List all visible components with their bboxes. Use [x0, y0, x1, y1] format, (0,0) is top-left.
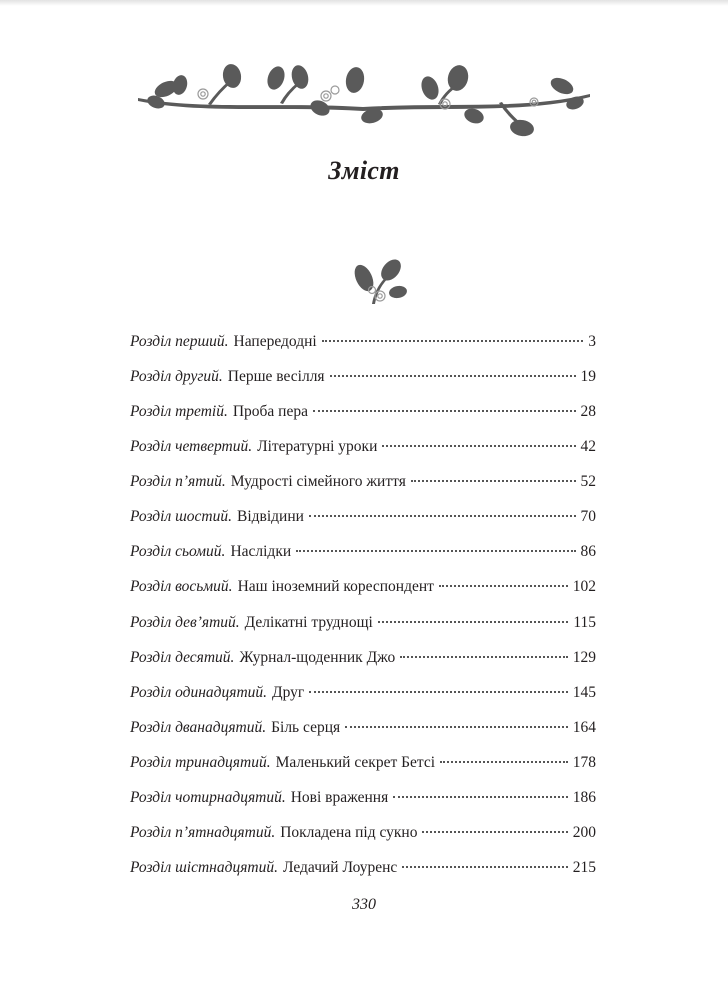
- toc-page-number: 186: [572, 788, 596, 806]
- toc-chapter-number: Розділ сьомий.: [130, 543, 226, 561]
- toc-entry: [130, 368, 596, 403]
- toc-dot-leader: [378, 621, 568, 623]
- toc-chapter-title: Наслідки: [230, 543, 292, 561]
- toc-chapter-title: Наш іноземний кореспондент: [237, 578, 434, 596]
- toc-chapter-number: Розділ шістнадцятий.: [130, 858, 278, 876]
- toc-chapter-title: Друг: [272, 683, 305, 701]
- toc-chapter-title: Проба пера: [232, 403, 308, 421]
- toc-page-number: 178: [572, 753, 596, 771]
- toc-chapter-number: Розділ одинадцятий.: [130, 683, 268, 701]
- toc-page-number: 164: [572, 718, 596, 736]
- toc-page-number: 86: [580, 543, 596, 561]
- toc-entry: [130, 508, 596, 543]
- toc-dot-leader: [400, 656, 568, 658]
- toc-dot-leader: [402, 866, 567, 868]
- toc-dot-leader: [309, 691, 567, 693]
- toc-dot-leader: [345, 726, 568, 728]
- toc-chapter-number: Розділ дев’ятий.: [130, 613, 240, 631]
- toc-dot-leader: [322, 340, 584, 342]
- toc-dot-leader: [330, 375, 576, 377]
- toc-chapter-number: Розділ четвертий.: [130, 438, 253, 456]
- toc-entry: [130, 719, 596, 754]
- toc-dot-leader: [422, 831, 567, 833]
- toc-chapter-title: Нові враження: [290, 788, 389, 806]
- toc-entry: [130, 859, 596, 894]
- toc-dot-leader: [382, 445, 575, 447]
- toc-chapter-number: Розділ тринадцятий.: [130, 753, 271, 771]
- toc-chapter-title: Журнал-щоденник Джо: [239, 648, 396, 666]
- toc-dot-leader: [440, 761, 568, 763]
- leaf-sprig-icon: [344, 258, 408, 308]
- toc-page-number: 200: [572, 823, 596, 841]
- toc-page-number: 102: [572, 578, 596, 596]
- toc-chapter-number: Розділ перший.: [130, 333, 229, 350]
- toc-entry: [130, 543, 596, 578]
- toc-chapter-title: Покладена під сукно: [280, 823, 418, 841]
- toc-dot-leader: [411, 480, 576, 482]
- toc-page-number: 3: [588, 333, 596, 350]
- toc-chapter-title: Біль серця: [271, 718, 341, 736]
- toc-entry: [130, 684, 596, 719]
- toc-entry: [130, 754, 596, 789]
- toc-entry: [130, 614, 596, 649]
- toc-page-number: 42: [580, 438, 596, 456]
- toc-chapter-number: Розділ восьмий.: [130, 578, 233, 596]
- toc-page-number: 115: [573, 613, 596, 631]
- toc-dot-leader: [439, 585, 568, 587]
- toc-dot-leader: [296, 550, 575, 552]
- toc-page-number: 28: [580, 403, 596, 421]
- toc-chapter-number: Розділ чотирнадцятий.: [130, 788, 286, 806]
- toc-chapter-title: Делікатні труднощі: [244, 613, 373, 631]
- page-number: 330: [352, 896, 376, 913]
- toc-page-number: 215: [572, 858, 596, 876]
- toc-chapter-title: Ледачий Лоуренс: [282, 858, 398, 876]
- toc-chapter-number: Розділ шостий.: [130, 508, 232, 526]
- toc-entry: [130, 403, 596, 438]
- vine-branch-icon: [130, 58, 598, 138]
- table-of-contents: [130, 333, 596, 894]
- toc-chapter-number: Розділ п’ятнадцятий.: [130, 823, 276, 841]
- toc-page-number: 129: [572, 648, 596, 666]
- toc-dot-leader: [309, 515, 576, 517]
- toc-entry: [130, 789, 596, 824]
- toc-chapter-number: Розділ дванадцятий.: [130, 718, 267, 736]
- toc-page-number: 145: [572, 683, 596, 701]
- toc-chapter-title: Напередодні: [233, 333, 317, 350]
- toc-chapter-title: Маленький секрет Бетсі: [275, 753, 436, 771]
- toc-page-number: 70: [580, 508, 596, 526]
- page-top-edge: [0, 0, 728, 6]
- toc-page-number: 19: [580, 368, 596, 386]
- toc-chapter-number: Розділ третій.: [130, 403, 228, 421]
- toc-dot-leader: [393, 796, 568, 798]
- toc-chapter-title: Літературні уроки: [257, 438, 378, 456]
- toc-chapter-number: Розділ п’ятий.: [130, 473, 226, 491]
- page-title: Зміст: [328, 156, 400, 185]
- toc-dot-leader: [313, 410, 576, 412]
- toc-entry: [130, 578, 596, 613]
- toc-chapter-title: Відвідини: [236, 508, 304, 526]
- toc-chapter-number: Розділ десятий.: [130, 648, 235, 666]
- toc-entry: [130, 824, 596, 859]
- toc-chapter-title: Мудрості сімейного життя: [230, 473, 406, 491]
- toc-entry: [130, 438, 596, 473]
- toc-entry: [130, 649, 596, 684]
- toc-chapter-title: Перше весілля: [227, 368, 325, 386]
- toc-entry: [130, 333, 596, 368]
- toc-page-number: 52: [580, 473, 596, 491]
- toc-chapter-number: Розділ другий.: [130, 368, 223, 386]
- toc-entry: [130, 473, 596, 508]
